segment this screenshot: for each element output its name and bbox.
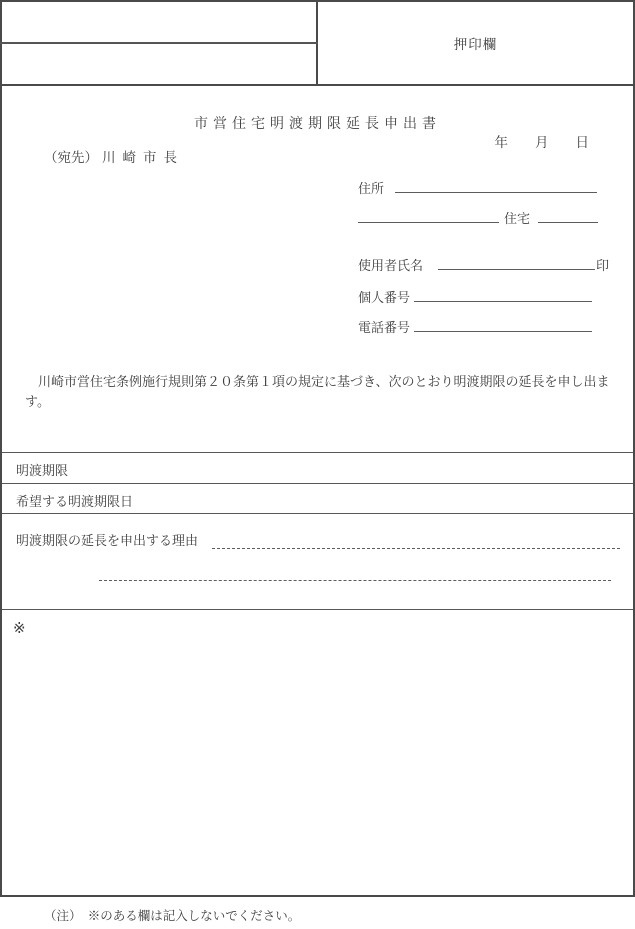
reason-row [2, 513, 633, 610]
reason-label: 明渡期限の延長を申出する理由 [16, 533, 199, 548]
desired-deadline-label: 希望する明渡期限日 [16, 494, 134, 509]
deadline-row [2, 452, 633, 484]
housing-name-input-line[interactable] [358, 222, 499, 223]
housing-label: 住宅 [504, 211, 531, 226]
user-name-input-line[interactable] [438, 269, 595, 270]
housing-number-input-line[interactable] [538, 222, 598, 223]
phone-number-input-line[interactable] [414, 331, 592, 332]
form-body-box [0, 84, 635, 897]
form-title: 市営住宅明渡期限延長申出書 [194, 117, 441, 132]
desired-deadline-row [2, 483, 633, 514]
body-text: 川崎市営住宅条例施行規則第２０条第１項の規定に基づき、次のとおり明渡期限の延長を申し出ます。 [25, 374, 610, 409]
office-use-mark: ※ [13, 621, 26, 637]
phone-number-label: 電話番号 [358, 320, 411, 335]
seal-box-label: 押印欄 [453, 37, 498, 52]
reason-input-line-1[interactable] [212, 548, 620, 549]
date-line: 年 月 日 [494, 135, 589, 150]
addressee-line [44, 146, 184, 166]
address-label: 住所 [358, 181, 385, 196]
seal-box [318, 0, 635, 84]
personal-number-label: 個人番号 [358, 290, 411, 305]
address-input-line[interactable] [395, 192, 597, 193]
reason-input-line-2[interactable] [99, 580, 611, 581]
personal-number-input-line[interactable] [414, 301, 592, 302]
header-blank-box [0, 0, 318, 84]
addressee-name: 川崎市長 [102, 150, 184, 165]
deadline-label: 明渡期限 [16, 463, 69, 478]
addressee-prefix: （宛先） [44, 150, 98, 165]
user-name-label: 使用者氏名 [358, 258, 424, 273]
header-blank-box-divider [0, 42, 318, 44]
seal-mark: 印 [596, 258, 610, 273]
office-use-box [2, 609, 633, 895]
footer-note: （注） ※のある欄は記入しないでください。 [44, 909, 301, 923]
